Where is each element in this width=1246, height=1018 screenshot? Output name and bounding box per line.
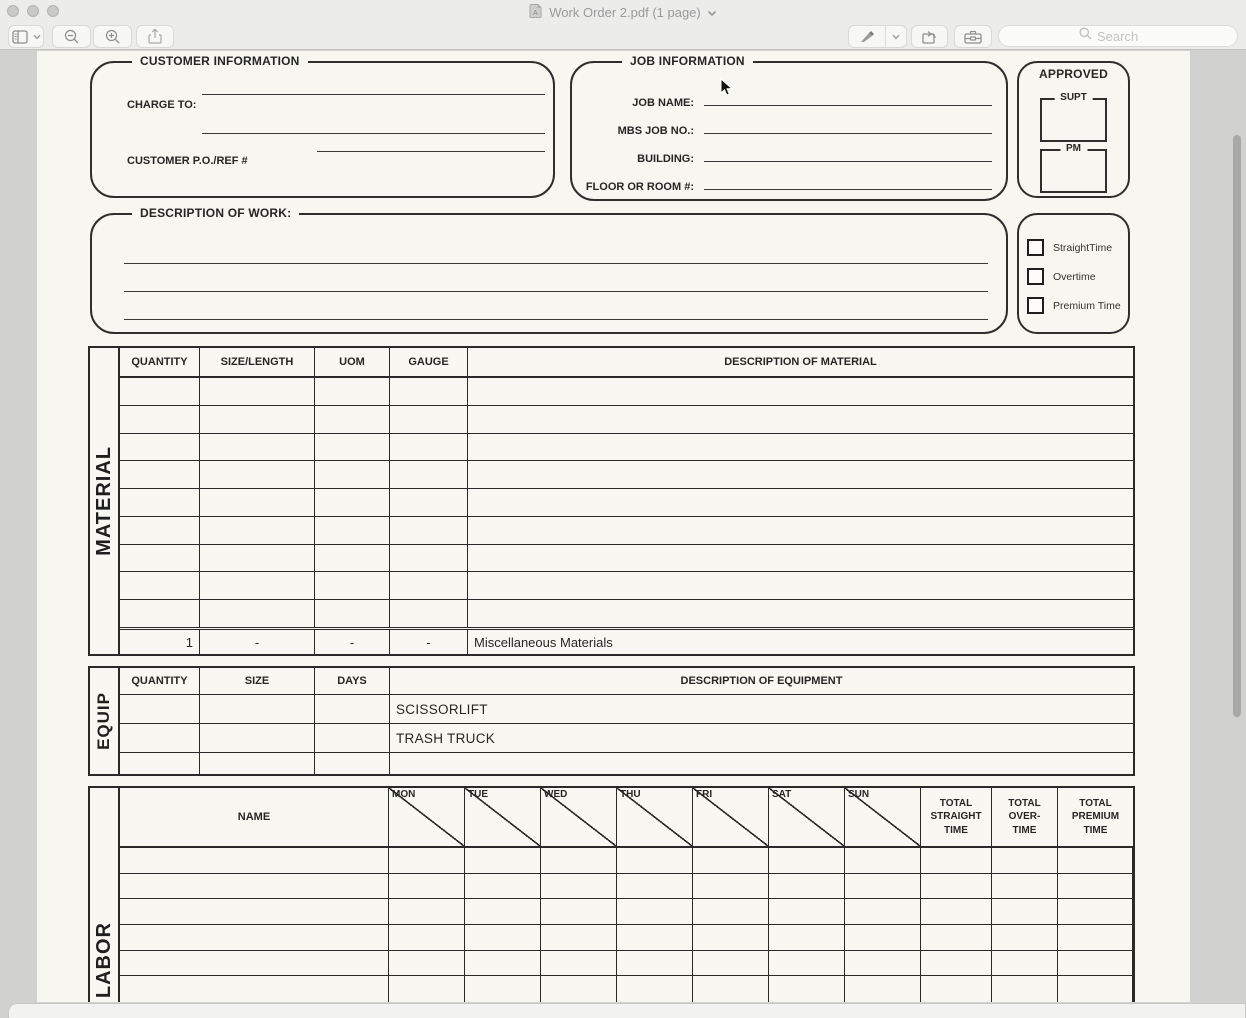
rotate-button[interactable] bbox=[911, 25, 948, 48]
material-empty-row[interactable] bbox=[120, 461, 1133, 489]
approved-supt-box[interactable] bbox=[1040, 92, 1107, 142]
straight-time-option[interactable] bbox=[1027, 239, 1112, 256]
charge-to-label: CHARGE TO: bbox=[127, 99, 197, 111]
material-total-gauge: - bbox=[390, 630, 468, 654]
svg-text:A: A bbox=[533, 10, 538, 17]
labor-header-row bbox=[120, 788, 1133, 848]
labor-col-sun: SUN bbox=[845, 788, 921, 846]
zoom-out-icon bbox=[64, 29, 80, 45]
straight-time-label: StraightTime bbox=[1053, 241, 1113, 254]
premium-time-checkbox[interactable] bbox=[1027, 297, 1044, 314]
labor-col-name: NAME bbox=[120, 788, 389, 846]
search-field[interactable] bbox=[998, 25, 1238, 47]
labor-side-column bbox=[90, 788, 120, 1002]
floor-or-room-label: FLOOR OR ROOM #: bbox=[585, 181, 694, 193]
labor-row[interactable] bbox=[120, 874, 1133, 900]
share-icon bbox=[148, 28, 162, 45]
equipment-header-row bbox=[120, 668, 1133, 695]
premium-time-option[interactable] bbox=[1027, 297, 1121, 314]
material-empty-row[interactable] bbox=[120, 600, 1133, 627]
time-options-box bbox=[1017, 213, 1130, 334]
mbs-job-no-label: MBS JOB NO.: bbox=[617, 125, 694, 137]
labor-col-total-straight-time: TOTAL STRAIGHT TIME bbox=[921, 788, 992, 846]
vertical-scrollbar-thumb[interactable] bbox=[1233, 135, 1241, 717]
labor-table bbox=[88, 786, 1135, 1002]
customer-po-ref-line[interactable] bbox=[317, 151, 545, 152]
customer-po-ref-label: CUSTOMER P.O./REF # bbox=[127, 155, 248, 167]
search-icon bbox=[1079, 27, 1092, 45]
material-empty-rows bbox=[120, 378, 1133, 627]
labor-col-tue: TUE bbox=[465, 788, 541, 846]
pdf-page bbox=[37, 51, 1190, 1002]
markup-pen-button[interactable] bbox=[848, 25, 907, 48]
zoom-in-icon bbox=[105, 29, 121, 45]
job-information-title: JOB INFORMATION bbox=[622, 54, 753, 68]
equipment-table bbox=[88, 666, 1135, 776]
title-chevron-down-icon[interactable] bbox=[707, 5, 717, 20]
mbs-job-no-line[interactable] bbox=[704, 133, 992, 134]
equipment-col-quantity: QUANTITY bbox=[120, 668, 200, 694]
overtime-checkbox[interactable] bbox=[1027, 268, 1044, 285]
straight-time-checkbox[interactable] bbox=[1027, 239, 1044, 256]
material-col-description: DESCRIPTION OF MATERIAL bbox=[724, 356, 877, 368]
markup-toolbar-button[interactable] bbox=[954, 25, 992, 48]
equipment-col-size: SIZE bbox=[200, 668, 315, 694]
search-input[interactable] bbox=[1097, 29, 1157, 44]
labor-body-rows bbox=[120, 848, 1133, 1002]
markup-pen-chevron-down-icon[interactable] bbox=[886, 26, 906, 47]
material-header-row bbox=[120, 348, 1133, 378]
supt-label: SUPT bbox=[1054, 92, 1093, 103]
description-line-3[interactable] bbox=[124, 319, 988, 320]
markup-toolbar-icon bbox=[964, 30, 982, 44]
labor-row[interactable] bbox=[120, 976, 1133, 1002]
material-col-uom: UOM bbox=[315, 348, 390, 376]
equipment-row[interactable] bbox=[120, 724, 1133, 753]
material-side-column bbox=[90, 348, 120, 654]
approved-box bbox=[1017, 61, 1130, 198]
equipment-empty-row[interactable] bbox=[120, 753, 1133, 774]
document-icon bbox=[529, 3, 543, 21]
material-total-size-length: - bbox=[200, 630, 315, 654]
equipment-col-days: DAYS bbox=[315, 668, 390, 694]
labor-side-label: LABOR bbox=[92, 921, 115, 998]
equipment-col-description: DESCRIPTION OF EQUIPMENT bbox=[680, 675, 843, 687]
material-empty-row[interactable] bbox=[120, 517, 1133, 545]
job-name-line[interactable] bbox=[704, 105, 992, 106]
material-empty-row[interactable] bbox=[120, 545, 1133, 573]
material-col-size-length: SIZE/LENGTH bbox=[200, 348, 315, 376]
window-titlebar bbox=[0, 0, 1246, 50]
share-button[interactable] bbox=[136, 25, 174, 48]
labor-col-sat: SAT bbox=[769, 788, 845, 846]
description-line-2[interactable] bbox=[124, 291, 988, 292]
material-table bbox=[88, 346, 1135, 656]
equipment-description: TRASH TRUCK bbox=[396, 730, 496, 746]
labor-row[interactable] bbox=[120, 899, 1133, 925]
pm-label: PM bbox=[1060, 143, 1087, 154]
material-col-quantity: QUANTITY bbox=[120, 348, 200, 376]
material-total-uom: - bbox=[315, 630, 390, 654]
floor-or-room-line[interactable] bbox=[704, 189, 992, 190]
equipment-side-label: EQUIP bbox=[94, 692, 113, 750]
charge-to-line-1[interactable] bbox=[202, 94, 545, 95]
customer-information-box bbox=[90, 54, 555, 198]
labor-col-fri: FRI bbox=[693, 788, 769, 846]
sidebar-toggle-button[interactable] bbox=[8, 25, 44, 48]
material-empty-row[interactable] bbox=[120, 434, 1133, 462]
charge-to-line-2[interactable] bbox=[202, 133, 545, 134]
labor-col-total-premium-time: TOTAL PREMIUM TIME bbox=[1071, 797, 1120, 836]
overtime-option[interactable] bbox=[1027, 268, 1096, 285]
job-name-label: JOB NAME: bbox=[632, 97, 694, 109]
sidebar-icon bbox=[9, 26, 31, 47]
labor-col-mon: MON bbox=[389, 788, 465, 846]
material-empty-row[interactable] bbox=[120, 572, 1133, 600]
overtime-label: Overtime bbox=[1053, 270, 1096, 283]
approved-title: APPROVED bbox=[1035, 67, 1112, 81]
material-empty-row[interactable] bbox=[120, 378, 1133, 406]
zoom-out-button[interactable] bbox=[52, 25, 91, 48]
material-empty-row[interactable] bbox=[120, 406, 1133, 434]
markup-pen-icon bbox=[849, 26, 886, 47]
rotate-icon bbox=[921, 29, 938, 45]
window-title: Work Order 2.pdf (1 page) bbox=[549, 4, 701, 20]
labor-col-wed: WED bbox=[541, 788, 617, 846]
equipment-description: SCISSORLIFT bbox=[396, 701, 488, 717]
material-side-label: MATERIAL bbox=[92, 446, 115, 556]
zoom-in-button[interactable] bbox=[93, 25, 132, 48]
equipment-row[interactable] bbox=[120, 695, 1133, 724]
job-information-box bbox=[570, 54, 1008, 201]
material-total-description: Miscellaneous Materials bbox=[474, 634, 613, 650]
sidebar-chevron-down-icon bbox=[31, 26, 43, 47]
mouse-cursor bbox=[720, 78, 735, 103]
labor-col-total-overtime: TOTAL OVER- TIME bbox=[992, 788, 1058, 846]
material-col-gauge: GAUGE bbox=[390, 348, 468, 376]
premium-time-label: Premium Time bbox=[1053, 299, 1121, 312]
labor-row[interactable] bbox=[120, 848, 1133, 874]
approved-pm-box[interactable] bbox=[1040, 143, 1107, 193]
building-line[interactable] bbox=[704, 161, 992, 162]
labor-row[interactable] bbox=[120, 951, 1133, 977]
description-of-work-title: DESCRIPTION OF WORK: bbox=[132, 206, 299, 220]
material-total-row[interactable] bbox=[120, 627, 1133, 654]
material-total-quantity: 1 bbox=[120, 630, 200, 654]
background-window-edge bbox=[8, 1003, 1246, 1018]
labor-col-thu: THU bbox=[617, 788, 693, 846]
building-label: BUILDING: bbox=[637, 153, 694, 165]
customer-information-title: CUSTOMER INFORMATION bbox=[132, 54, 308, 68]
equipment-side-column bbox=[90, 668, 120, 774]
material-empty-row[interactable] bbox=[120, 489, 1133, 517]
description-line-1[interactable] bbox=[124, 263, 988, 264]
description-of-work-box bbox=[90, 206, 1008, 334]
labor-row[interactable] bbox=[120, 925, 1133, 951]
